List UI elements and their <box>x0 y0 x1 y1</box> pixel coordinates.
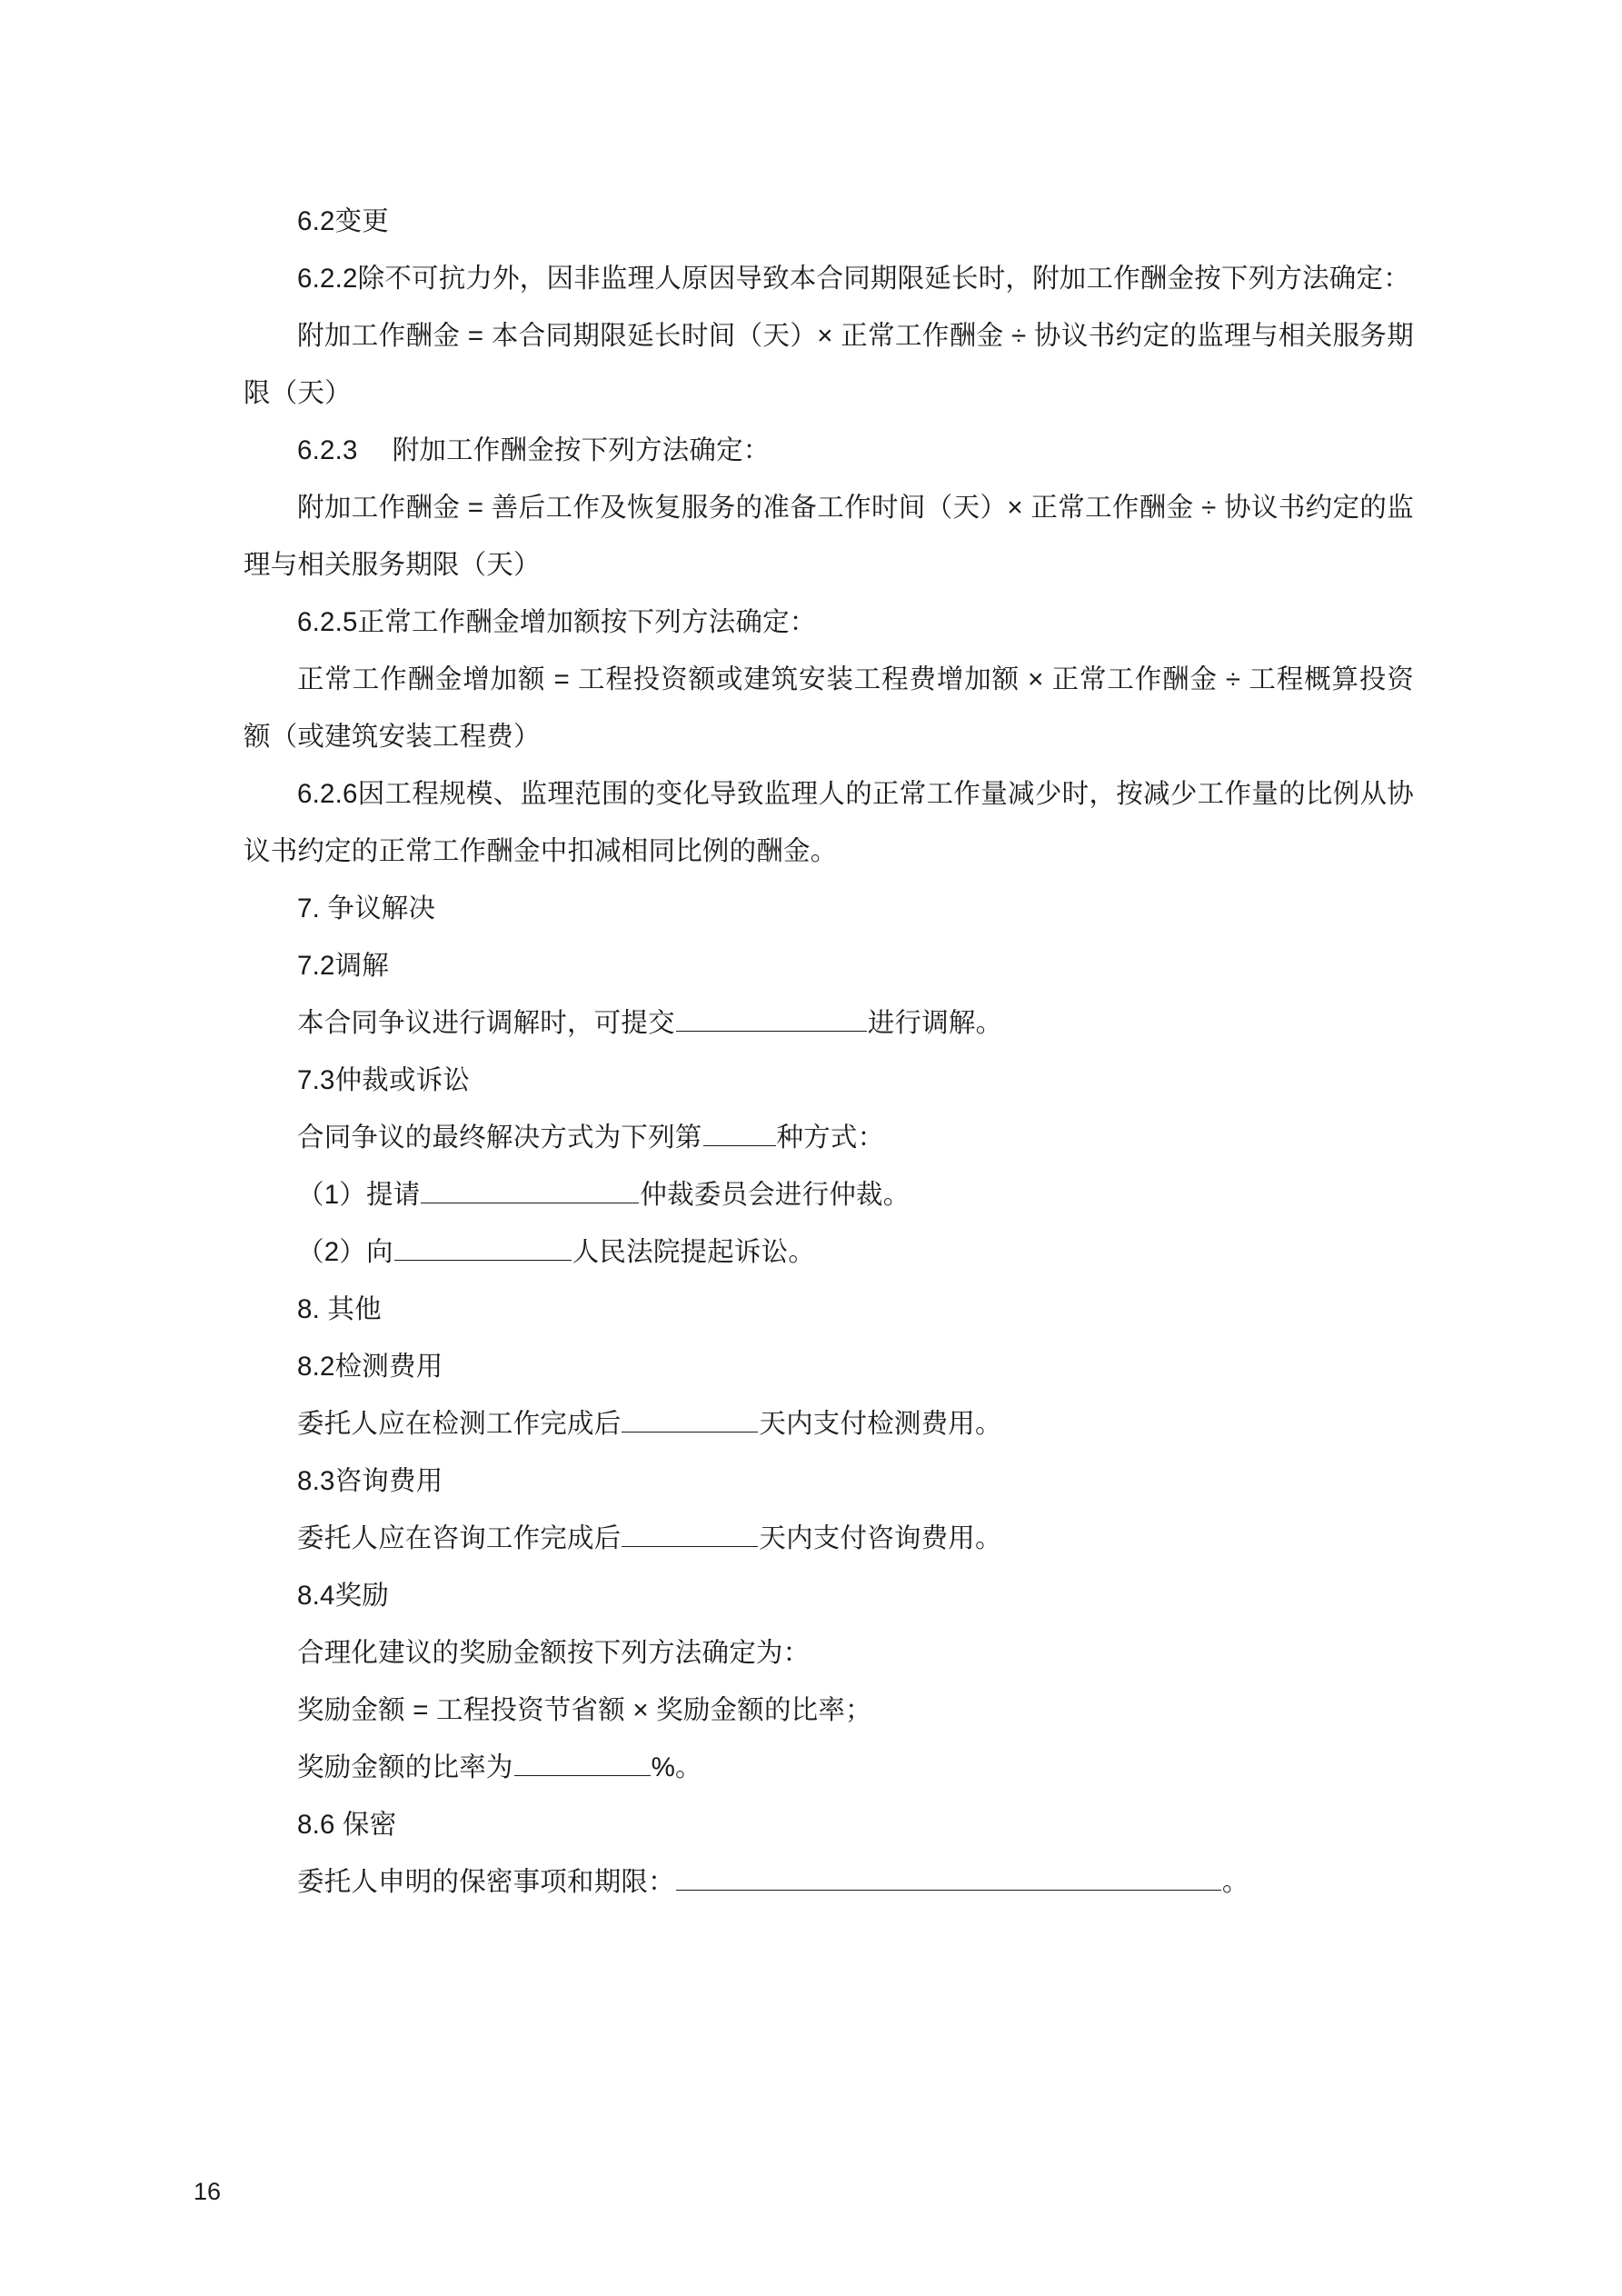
paragraph-6-2-6: 6.2.6因工程规模、监理范围的变化导致监理人的正常工作量减少时，按减少工作量的比例从协议书约定的正常工作酬金中扣减相同比例的酬金。 <box>244 779 1414 866</box>
paragraph-8-3-fill <box>244 1510 1414 1567</box>
fill-blank-inspection-payment-days[interactable] <box>622 1403 758 1433</box>
formula-normal-fee-increase: 正常工作酬金增加额 = 工程投资额或建筑安装工程费增加额 × 正常工作酬金 ÷ 工程概算投资额（或建筑安装工程费） <box>244 664 1414 752</box>
formula-additional-fee-1: 附加工作酬金 = 本合同期限延长时间（天）× 正常工作酬金 ÷ 协议书约定的监理与相关服务期限（天） <box>244 321 1414 408</box>
formula-additional-fee-2: 附加工作酬金 = 善后工作及恢复服务的准备工作时间（天）× 正常工作酬金 ÷ 协议书约定的监理与相关服务期限（天） <box>244 493 1414 580</box>
text-before-blank: 委托人应在检测工作完成后 <box>297 1409 622 1439</box>
heading-7-dispute-resolution: 7. 争议解决 <box>297 893 436 923</box>
text-after-blank: 种方式： <box>776 1123 885 1153</box>
paragraph-8-4-heading: 8.4奖励 <box>297 1581 390 1611</box>
paragraph-8-4-intro: 合理化建议的奖励金额按下列方法确定为： <box>297 1638 811 1668</box>
paragraph-7-3-choice-fill <box>244 1109 1414 1166</box>
page-number: 16 <box>194 2178 222 2205</box>
paragraph-8-6-fill <box>244 1853 1414 1911</box>
text-before-blank: 委托人应在咨询工作完成后 <box>297 1523 622 1553</box>
fill-blank-court[interactable] <box>394 1232 572 1261</box>
text-after-blank: 天内支付检测费用。 <box>759 1409 1002 1439</box>
paragraph-8-2-heading: 8.2检测费用 <box>297 1352 443 1382</box>
text-after-blank: 天内支付咨询费用。 <box>759 1523 1002 1553</box>
fill-blank-reward-rate[interactable] <box>514 1747 651 1776</box>
formula-reward-amount: 奖励金额 = 工程投资节省额 × 奖励金额的比率； <box>297 1695 872 1725</box>
text-before-blank: 委托人申明的保密事项和期限： <box>297 1867 675 1897</box>
paragraph-6-2-2: 6.2.2除不可抗力外，因非监理人原因导致本合同期限延长时，附加工作酬金按下列方法确定： <box>297 264 1410 294</box>
text-after-blank: %。 <box>651 1752 702 1782</box>
text-before-blank: （2）向 <box>297 1237 393 1267</box>
paragraph-8-2-fill <box>244 1395 1414 1452</box>
text-after-blank: 人民法院提起诉讼。 <box>572 1237 816 1267</box>
paragraph-6-2-3: 6.2.3 附加工作酬金按下列方法确定： <box>297 435 771 465</box>
document-body <box>244 193 1414 1911</box>
text-before-blank: 本合同争议进行调解时，可提交 <box>297 1008 675 1038</box>
text-before-blank: 合同争议的最终解决方式为下列第 <box>297 1123 702 1153</box>
paragraph-7-3-option-2 <box>244 1223 1414 1281</box>
heading-8-others: 8. 其他 <box>297 1294 382 1324</box>
fill-blank-dispute-method-number[interactable] <box>703 1117 776 1146</box>
paragraph-7-2-heading: 7.2调解 <box>297 951 390 981</box>
text-after-blank: 。 <box>1221 1867 1249 1897</box>
paragraph-7-2-mediation-fill <box>244 994 1414 1052</box>
fill-blank-arbitration-commission[interactable] <box>421 1174 639 1203</box>
text-before-blank: （1）提请 <box>297 1180 421 1210</box>
text-after-blank: 进行调解。 <box>867 1008 1003 1038</box>
text-before-blank: 奖励金额的比率为 <box>297 1752 513 1782</box>
fill-blank-confidentiality-items[interactable] <box>676 1862 1221 1891</box>
paragraph-8-4-rate-fill <box>244 1739 1414 1796</box>
paragraph-8-6-heading: 8.6 保密 <box>297 1810 397 1840</box>
paragraph-8-3-heading: 8.3咨询费用 <box>297 1466 443 1496</box>
paragraph-7-3-option-1 <box>244 1166 1414 1223</box>
paragraph-6-2-5: 6.2.5正常工作酬金增加额按下列方法确定： <box>297 607 817 637</box>
text-after-blank: 仲裁委员会进行仲裁。 <box>640 1180 911 1210</box>
fill-blank-mediation-body[interactable] <box>676 1003 867 1032</box>
paragraph-7-3-heading: 7.3仲裁或诉讼 <box>297 1065 471 1095</box>
paragraph-6-2-heading: 6.2变更 <box>297 206 390 236</box>
fill-blank-consulting-payment-days[interactable] <box>622 1518 758 1547</box>
